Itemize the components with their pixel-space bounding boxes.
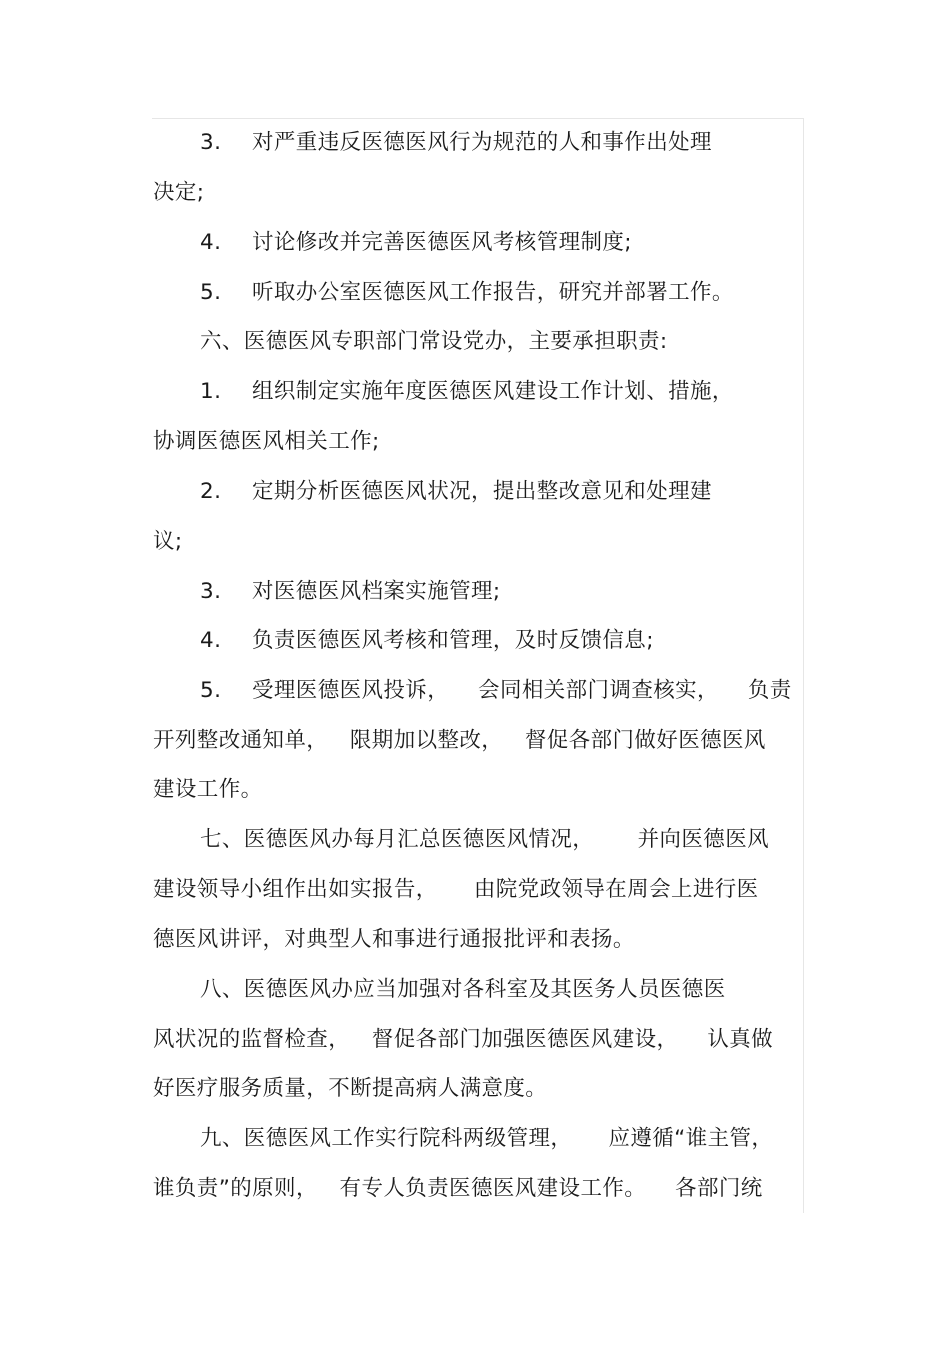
list-number: 3. xyxy=(200,579,222,604)
list-number: 4. xyxy=(200,230,222,255)
paragraph-line: 开列整改通知单， 限期加以整改， 督促各部门做好医德医风 xyxy=(153,728,766,753)
list-number: 1. xyxy=(200,379,222,404)
paragraph-line: 七、医德医风办每月汇总医德医风情况， 并向医德医风 xyxy=(200,827,770,852)
line-text: 负责医德医风考核和管理，及时反馈信息; xyxy=(252,628,654,653)
list-number: 3. xyxy=(200,130,222,155)
section-heading: 六、医德医风专职部门常设党办，主要承担职责: xyxy=(200,329,668,354)
list-number: 2. xyxy=(200,479,222,504)
paragraph-line: 八、医德医风办应当加强对各科室及其医务人员医德医 xyxy=(200,977,726,1002)
paragraph-line: 九、医德医风工作实行院科两级管理， 应遵循“谁主管， xyxy=(200,1126,774,1151)
line-text: 对医德医风档案实施管理; xyxy=(252,579,501,604)
paragraph-line xyxy=(200,128,712,158)
list-number: 5. xyxy=(200,678,222,703)
line-text: 讨论修改并完善医德医风考核管理制度; xyxy=(252,230,632,255)
line-text: 受理医德医风投诉， 会同相关部门调查核实， 负责 xyxy=(252,678,792,703)
paragraph-line: 风状况的监督检查， 督促各部门加强医德医风建设， 认真做 xyxy=(153,1027,774,1052)
paragraph-line xyxy=(200,377,734,407)
line-text: 对严重违反医德医风行为规范的人和事作出处理 xyxy=(252,130,712,155)
paragraph-line: 好医疗服务质量，不断提高病人满意度。 xyxy=(153,1076,548,1101)
paragraph-line: 建设工作。 xyxy=(153,777,263,802)
line-text: 组织制定实施年度医德医风建设工作计划、措施， xyxy=(252,379,734,404)
list-number: 4. xyxy=(200,628,222,653)
paragraph-line: 建设领导小组作出如实报告， 由院党政领导在周会上进行医 xyxy=(153,877,759,902)
paragraph-line: 议; xyxy=(153,529,183,554)
line-text: 听取办公室医德医风工作报告，研究并部署工作。 xyxy=(252,280,734,305)
line-text: 定期分析医德医风状况，提出整改意见和处理建 xyxy=(252,479,712,504)
paragraph-line xyxy=(200,676,792,706)
paragraph-line xyxy=(200,477,712,507)
paragraph-line xyxy=(200,278,734,308)
paragraph-line: 协调医德医风相关工作; xyxy=(153,429,380,454)
paragraph-line: 谁负责”的原则， 有专人负责医德医风建设工作。 各部门统 xyxy=(153,1176,763,1201)
paragraph-line: 决定; xyxy=(153,180,205,205)
paragraph-line: 德医风讲评，对典型人和事进行通报批评和表扬。 xyxy=(153,927,635,952)
paragraph-line xyxy=(200,228,632,258)
paragraph-line xyxy=(200,626,654,656)
paragraph-line xyxy=(200,577,501,607)
list-number: 5. xyxy=(200,280,222,305)
